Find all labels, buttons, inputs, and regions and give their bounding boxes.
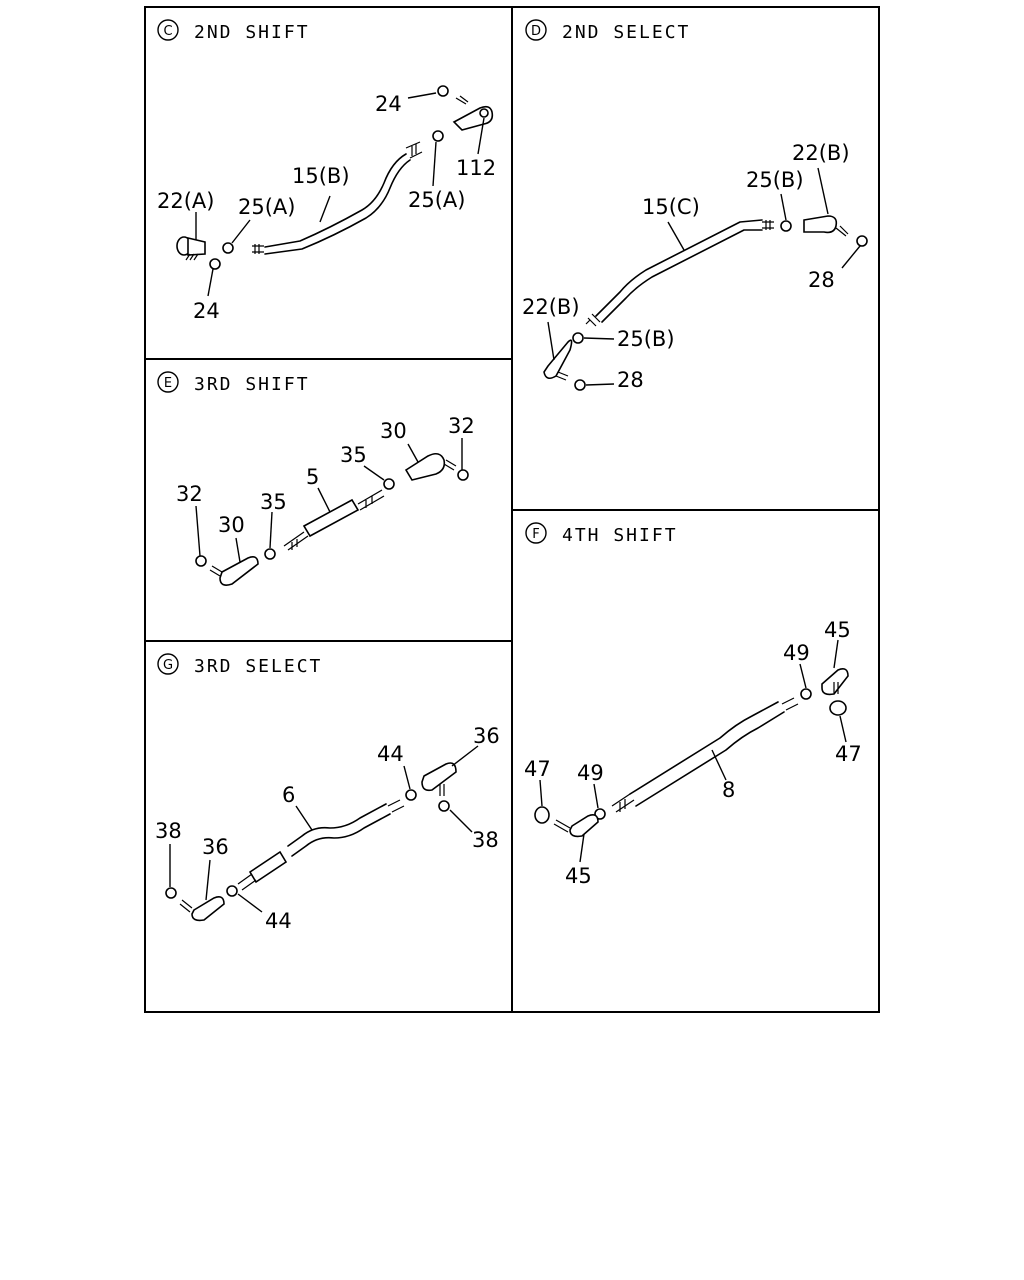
- nut-25a-right: [433, 131, 443, 141]
- leader: [800, 664, 806, 688]
- shift-rod-8: [630, 702, 778, 794]
- leader: [842, 246, 860, 268]
- thread-end: [388, 800, 404, 812]
- panel-d: [522, 20, 867, 392]
- panel-g-title: 3RD SELECT: [194, 656, 323, 677]
- callout: 30: [380, 419, 407, 443]
- callout: 36: [202, 835, 229, 859]
- leader: [206, 860, 210, 900]
- ball-joint-22a-body: [188, 238, 205, 255]
- panel-e: [158, 372, 475, 585]
- panel-f-title: 4TH SHIFT: [562, 525, 678, 546]
- nut-44-top: [406, 790, 416, 800]
- thread-end: [444, 460, 456, 470]
- thread-end: [252, 244, 264, 254]
- select-rod-6: [288, 804, 386, 846]
- panel-d-title: 2ND SELECT: [562, 22, 691, 43]
- nut-32-top: [458, 470, 468, 480]
- leader: [364, 466, 384, 480]
- thread-end: [180, 900, 192, 912]
- callout: 6: [282, 783, 296, 807]
- nut-24-bottom: [210, 259, 220, 269]
- panel-e-title: 3RD SHIFT: [194, 374, 310, 395]
- select-rod-6-sleeve: [250, 852, 286, 882]
- nut-35-top: [384, 479, 394, 489]
- ball-joint-22b-top: [804, 216, 836, 232]
- nut-24-top: [438, 86, 448, 96]
- callout: 15(C): [642, 195, 700, 219]
- panel-e-letter: E: [163, 376, 173, 391]
- nut-25b-bottom: [573, 333, 583, 343]
- callout: 5: [306, 465, 320, 489]
- callout: 25(A): [238, 195, 296, 219]
- callout: 45: [565, 864, 592, 888]
- panel-c-title: 2ND SHIFT: [194, 22, 310, 43]
- panel-g-letter: G: [162, 658, 174, 673]
- thread-end: [406, 142, 422, 158]
- ball-joint-45-top: [822, 669, 848, 695]
- nut-25a-left: [223, 243, 233, 253]
- leader: [408, 444, 418, 462]
- leader: [452, 746, 478, 766]
- thread-end: [586, 314, 600, 326]
- panel-g: [155, 654, 500, 933]
- leader: [548, 322, 554, 360]
- nut-47-right: [830, 701, 846, 715]
- callout: 32: [176, 482, 203, 506]
- panel-e-header: [158, 372, 310, 395]
- callout: 38: [155, 819, 182, 843]
- callout: 32: [448, 414, 475, 438]
- callout: 35: [340, 443, 367, 467]
- panel-g-header: [158, 654, 322, 677]
- select-rod-15c-edge: [602, 230, 762, 322]
- ball-joint-30-top: [406, 454, 444, 480]
- panel-f-letter: F: [532, 527, 540, 542]
- select-rod-6-edge: [292, 814, 390, 856]
- panel-d-header: [526, 20, 690, 43]
- callout: 24: [375, 92, 402, 116]
- callout: 15(B): [292, 164, 350, 188]
- panel-c: [157, 20, 496, 323]
- thread-end: [358, 490, 384, 510]
- thread-end: [456, 96, 468, 104]
- panel-c-header: [158, 20, 310, 43]
- leader: [296, 806, 312, 830]
- callout: 35: [260, 490, 287, 514]
- leader: [584, 338, 614, 339]
- callout: 30: [218, 513, 245, 537]
- leader: [834, 640, 838, 668]
- callout: 45: [824, 618, 851, 642]
- leader: [238, 894, 262, 912]
- callout: 38: [472, 828, 499, 852]
- leader: [818, 168, 828, 214]
- thread-end: [762, 220, 774, 230]
- callout: 25(A): [408, 188, 466, 212]
- callout: 44: [377, 742, 404, 766]
- leader: [580, 834, 584, 862]
- callout: 25(B): [746, 168, 804, 192]
- panel-f-header: [526, 523, 678, 546]
- leader: [236, 538, 240, 562]
- thread-end: [440, 784, 444, 796]
- leader: [450, 810, 472, 832]
- thread-end: [284, 532, 308, 550]
- callout: 22(A): [157, 189, 215, 213]
- ball-joint-36-top: [422, 763, 456, 790]
- ball-joint-30-left: [220, 557, 258, 585]
- panel-grid: [145, 7, 879, 1012]
- leader: [594, 784, 598, 808]
- callout: 22(B): [522, 295, 580, 319]
- leader: [433, 142, 436, 186]
- callout: 22(B): [792, 141, 850, 165]
- callout: 49: [783, 641, 810, 665]
- nut-44-bottom: [227, 886, 237, 896]
- leader: [208, 269, 213, 296]
- ball-joint-45-bottom: [570, 815, 598, 837]
- shift-rod-5: [304, 500, 358, 536]
- callout: 28: [808, 268, 835, 292]
- panel-c-letter: C: [163, 24, 173, 39]
- ball-joint-36-left: [192, 897, 224, 921]
- panel-d-letter: D: [530, 24, 542, 39]
- leader: [586, 384, 614, 385]
- callout: 24: [193, 299, 220, 323]
- nut-47-left: [535, 807, 549, 823]
- thread-end: [210, 566, 222, 576]
- leader: [232, 220, 250, 243]
- leader: [270, 512, 272, 548]
- leader: [196, 506, 200, 556]
- leader: [320, 196, 330, 222]
- leader: [408, 93, 436, 98]
- callout: 47: [835, 742, 862, 766]
- leader: [781, 194, 786, 220]
- callout: 25(B): [617, 327, 675, 351]
- panel-f: [524, 523, 862, 888]
- thread-end: [782, 698, 798, 710]
- nut-25b-top: [781, 221, 791, 231]
- nut-28-top: [857, 236, 867, 246]
- callout: 112: [456, 156, 497, 180]
- leader: [318, 488, 330, 512]
- callout: 47: [524, 757, 551, 781]
- ball-joint-112-eye: [480, 109, 488, 117]
- leader: [540, 780, 542, 806]
- callout: 49: [577, 761, 604, 785]
- thread-end: [612, 794, 634, 812]
- nut-28-bottom: [575, 380, 585, 390]
- nut-32-left: [196, 556, 206, 566]
- nut-38-right: [439, 801, 449, 811]
- nut-38-left: [166, 888, 176, 898]
- leader: [404, 766, 410, 789]
- leader: [840, 716, 846, 742]
- callout: 36: [473, 724, 500, 748]
- nut-35-left: [265, 549, 275, 559]
- shift-rod-8-edge: [636, 712, 784, 806]
- callout: 44: [265, 909, 292, 933]
- thread-end: [836, 226, 848, 236]
- callout: 28: [617, 368, 644, 392]
- washer-49-top: [801, 689, 811, 699]
- callout: 8: [722, 778, 736, 802]
- leader: [668, 222, 684, 250]
- thread-end: [554, 820, 570, 832]
